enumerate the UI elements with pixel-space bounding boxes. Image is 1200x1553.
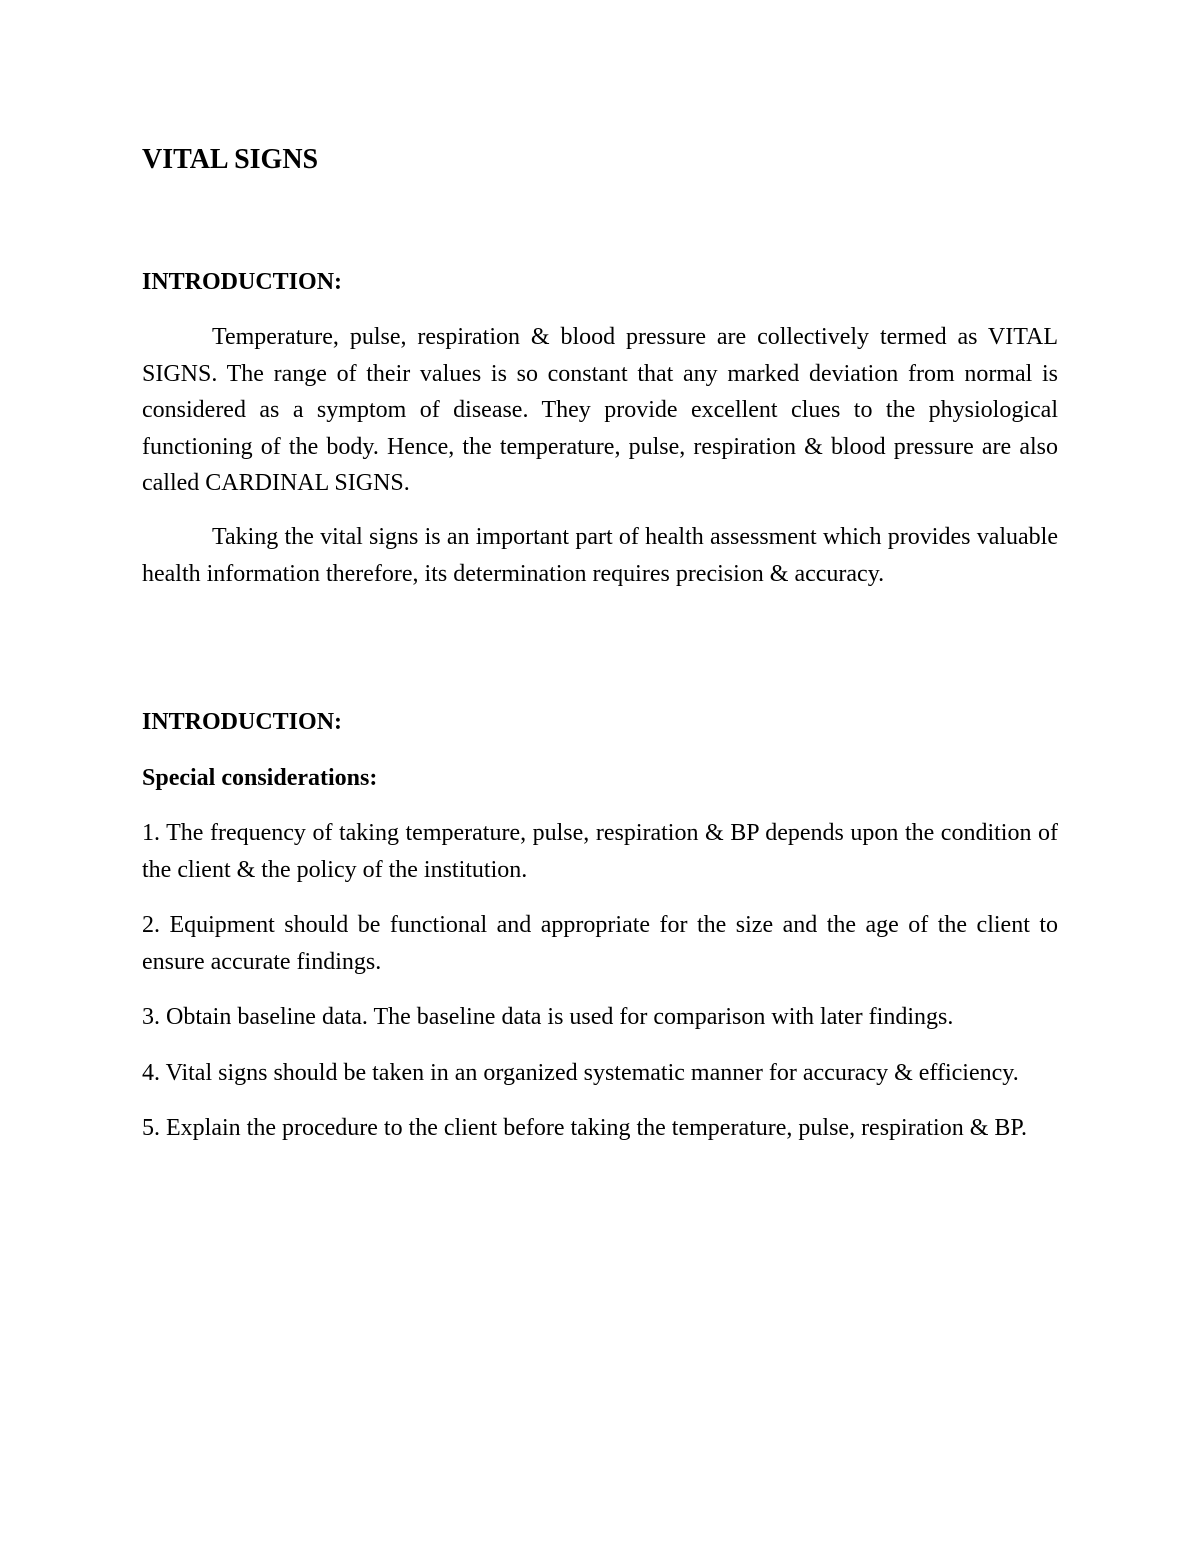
- subheading-special-considerations: Special considerations:: [142, 765, 378, 791]
- list-item: 1. The frequency of taking temperature, pulse, respiration & BP depends upon the condition of the client & the policy of the institution.: [142, 820, 1058, 883]
- list-item: 5. Explain the procedure to the client before taking the temperature, pulse, respiration & BP.: [142, 1115, 1028, 1141]
- introduction-paragraph: Taking the vital signs is an important part of health assessment which provides valuable health information therefore, its determination requires precision & accuracy.: [142, 524, 1058, 587]
- list-item: 3. Obtain baseline data. The baseline data is used for comparison with later findings.: [142, 1004, 954, 1030]
- section-heading-introduction: INTRODUCTION:: [142, 709, 343, 735]
- introduction-paragraph: Temperature, pulse, respiration & blood pressure are collectively termed as VITAL SIGNS. The range of their values is so constant that any marked deviation from normal is considered as a symptom of disease. They provide excellent clues to the physiological functioning of the body. Hence, the temperature, pulse, respiration & blood pressure are also called CARDINAL SIGNS.: [142, 324, 1058, 496]
- document-title: VITAL SIGNS: [142, 144, 319, 175]
- special-considerations-list: [142, 815, 1058, 1166]
- section-heading-introduction: INTRODUCTION:: [142, 269, 343, 295]
- list-item: 4. Vital signs should be taken in an organized systematic manner for accuracy & efficiency.: [142, 1059, 1019, 1086]
- list-item: 2. Equipment should be functional and appropriate for the size and the age of the client to ensure accurate findings.: [142, 912, 1058, 975]
